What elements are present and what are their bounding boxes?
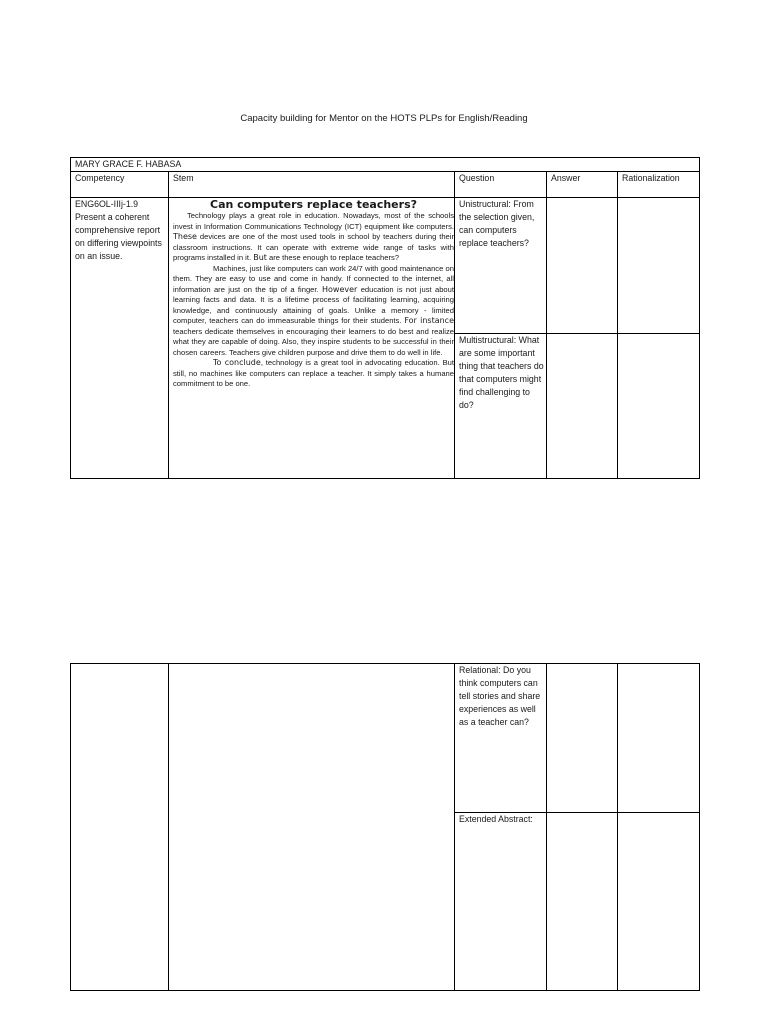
question-multistructural: Multistructural: What are some important thing that teachers do that computers might find challenging to do? xyxy=(455,334,547,479)
essay-paragraph-3: To conclude, technology is a great tool in advocating education. But still, no machines like computers can replace a teacher. It simply takes a humane commitment to be one. xyxy=(173,358,454,388)
competency-cell: ENG6OL-IIIj-1.9 Present a coherent comprehensive report on differing viewpoints on an issue. xyxy=(71,198,169,479)
answer-cell-1 xyxy=(547,198,618,334)
rationalization-cell-1 xyxy=(618,198,700,334)
header-answer: Answer xyxy=(547,172,618,198)
teacher-name-cell: MARY GRACE F. HABASA xyxy=(71,158,700,172)
header-question: Question xyxy=(455,172,547,198)
header-rationalization: Rationalization xyxy=(618,172,700,198)
rationalization-cell-3 xyxy=(618,664,700,813)
essay-paragraph-2: Machines, just like computers can work 24/7 with good maintenance on them. They are easy to use and come in handy. If connected to the internet, all information are just on the tip of a finger. However education is not just about learning facts and data. It is a lifetime process of facilitating learning, acquiring knowledge, and continuously attaining of goals. Unlike a memory - limited computer, teachers can do immeasurable things for their students. For instance teachers dedicate themselves in encouraging their learners to do best and realize what they are capable of doing. Also, they inspire students to be successful in their chosen careers. Teachers give children purpose and drive them to do well in life. xyxy=(173,263,454,357)
question-relational: Relational: Do you think computers can tell stories and share experiences as well as a teacher can? xyxy=(455,664,547,813)
document-title: Capacity building for Mentor on the HOTS PLPs for English/Reading xyxy=(240,113,528,124)
stem-cell xyxy=(169,198,455,479)
header-competency: Competency xyxy=(71,172,169,198)
hots-table-page-bottom xyxy=(70,663,700,991)
question-unistructural: Unistructural: From the selection given, can computers replace teachers? xyxy=(455,198,547,334)
rationalization-cell-4 xyxy=(618,813,700,991)
hots-table-page-top xyxy=(70,157,700,479)
header-stem: Stem xyxy=(169,172,455,198)
answer-cell-4 xyxy=(547,813,618,991)
answer-cell-2 xyxy=(547,334,618,479)
essay-paragraph-1: Technology plays a great role in education. Nowadays, most of the schools invest in Information Communications Technology (ICT) equipment like computers. These devices are one of the most used tools in school by teachers during their classroom instructions. It can operate with extreme wide range of tasks with programs installed in it. But are these enough to replace teachers? xyxy=(173,211,454,262)
rationalization-cell-2 xyxy=(618,334,700,479)
stem-cell-continued xyxy=(169,664,455,991)
question-extended-abstract: Extended Abstract: xyxy=(455,813,547,991)
answer-cell-3 xyxy=(547,664,618,813)
essay-title: Can computers replace teachers? xyxy=(210,198,417,211)
competency-cell-continued xyxy=(71,664,169,991)
